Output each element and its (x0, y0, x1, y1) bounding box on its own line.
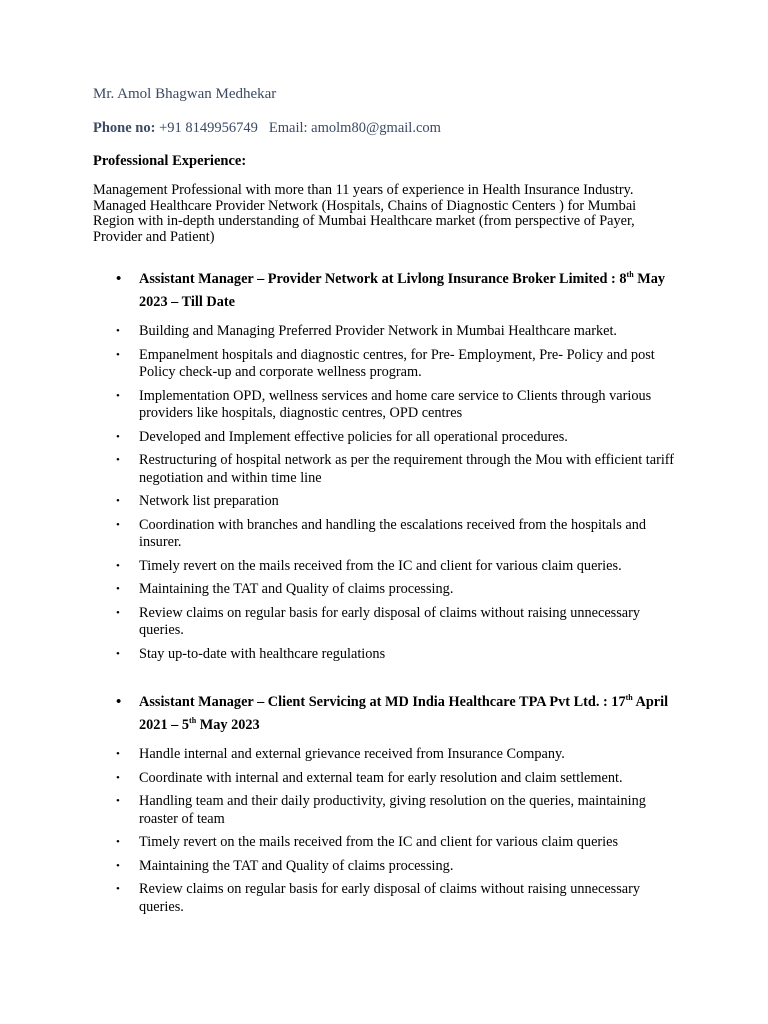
bullet-icon: • (116, 859, 120, 872)
bullet-icon: • (116, 495, 120, 507)
list-item: • Stay up-to-date with healthcare regulations (116, 645, 386, 662)
job-2-title-part1: Assistant Manager – Client Servicing at MD India Healthcare TPA Pvt Ltd. : 17 (139, 694, 626, 710)
job-2-sup-1: th (625, 693, 633, 702)
list-item: • Coordination with branches and handling the escalations received from the hospitals and insurer. (116, 516, 647, 550)
bullet-icon: • (116, 325, 120, 337)
bullet-icon: • (116, 836, 120, 848)
phone-number: +91 8149956749 (159, 120, 258, 136)
bullet-icon: • (116, 559, 120, 572)
bullet-icon: • (116, 583, 120, 595)
job-title-1 (116, 268, 676, 314)
list-item: • Developed and Implement effective policies for all operational procedures. (116, 428, 568, 445)
bullet-icon: • (116, 389, 120, 402)
list-item: • Handling team and their daily productivity, giving resolution on the queries, maintaining roaster of team (116, 793, 646, 827)
bullet-icon: • (116, 430, 120, 443)
list-item: • Building and Managing Preferred Provider Network in Mumbai Healthcare market. (116, 323, 618, 339)
bullet-icon: • (116, 883, 120, 895)
job-1-title-part2: May 2023 – Till Date (139, 271, 666, 310)
section-title: Professional Experience: (93, 153, 247, 169)
list-item: • Network list preparation (116, 493, 279, 509)
job-1-title-part1: Assistant Manager – Provider Network at Livlong Insurance Broker Limited : 8 (139, 271, 627, 287)
contact-line (93, 120, 441, 137)
list-item: • Timely revert on the mails received from the IC and client for various claim queries. (116, 557, 622, 574)
list-item: • Empanelment hospitals and diagnostic centres, for Pre- Employment, Pre- Policy and post Policy check-up and corporate wellness program. (116, 346, 655, 380)
bullet-icon: • (116, 647, 120, 660)
bullet-icon: • (116, 518, 120, 531)
bullet-icon: • (116, 454, 120, 466)
job-title-2 (116, 691, 676, 737)
email-text: Email: amolm80@gmail.com (268, 120, 441, 136)
job-2-sup-2: th (189, 716, 197, 725)
list-item: • Timely revert on the mails received from the IC and client for various claim queries (116, 834, 619, 850)
job-2-duties (116, 746, 676, 916)
job-2-title-part3: May 2023 (196, 717, 260, 733)
candidate-name: Mr. Amol Bhagwan Medhekar (93, 86, 277, 102)
list-item: • Coordinate with internal and external team for early resolution and claim settlement. (116, 769, 623, 786)
bullet-icon: • (116, 606, 120, 619)
bullet-icon: • (116, 348, 120, 361)
list-item: • Maintaining the TAT and Quality of claims processing. (116, 581, 454, 597)
list-item: • Handle internal and external grievance received from Insurance Company. (116, 746, 565, 762)
list-item: • Restructuring of hospital network as per the requirement through the Mou with efficient tariff negotiation and within time line (116, 452, 675, 486)
bullet-icon: • (116, 271, 122, 287)
list-item: • Maintaining the TAT and Quality of claims processing. (116, 857, 454, 874)
bullet-icon: • (116, 795, 120, 807)
bullet-icon: • (116, 748, 120, 760)
list-item: • Review claims on regular basis for early disposal of claims without raising unnecessary queries. (116, 604, 641, 638)
job-1-sup: th (626, 270, 634, 279)
list-item: • Review claims on regular basis for early disposal of claims without raising unnecessary queries. (116, 881, 641, 915)
job-1-duties (116, 323, 676, 663)
bullet-icon: • (116, 694, 122, 710)
job-2-title-part2: April 2021 – 5 (139, 694, 669, 733)
bullet-icon: • (116, 771, 120, 784)
list-item: • Implementation OPD, wellness services and home care service to Clients through various providers like hospitals, diagnostic centres, OPD centres (116, 387, 652, 421)
phone-label: Phone no: (93, 120, 156, 136)
summary-paragraph: Management Professional with more than 11 years of experience in Health Insurance Industry. Managed Healthcare Provider Network (Hospitals, Chains of Diagnostic Centers ) for Mumbai Region with in-depth understanding of Mumbai Healthcare market (from perspective of Payer, Provider and Patient) (93, 182, 637, 245)
